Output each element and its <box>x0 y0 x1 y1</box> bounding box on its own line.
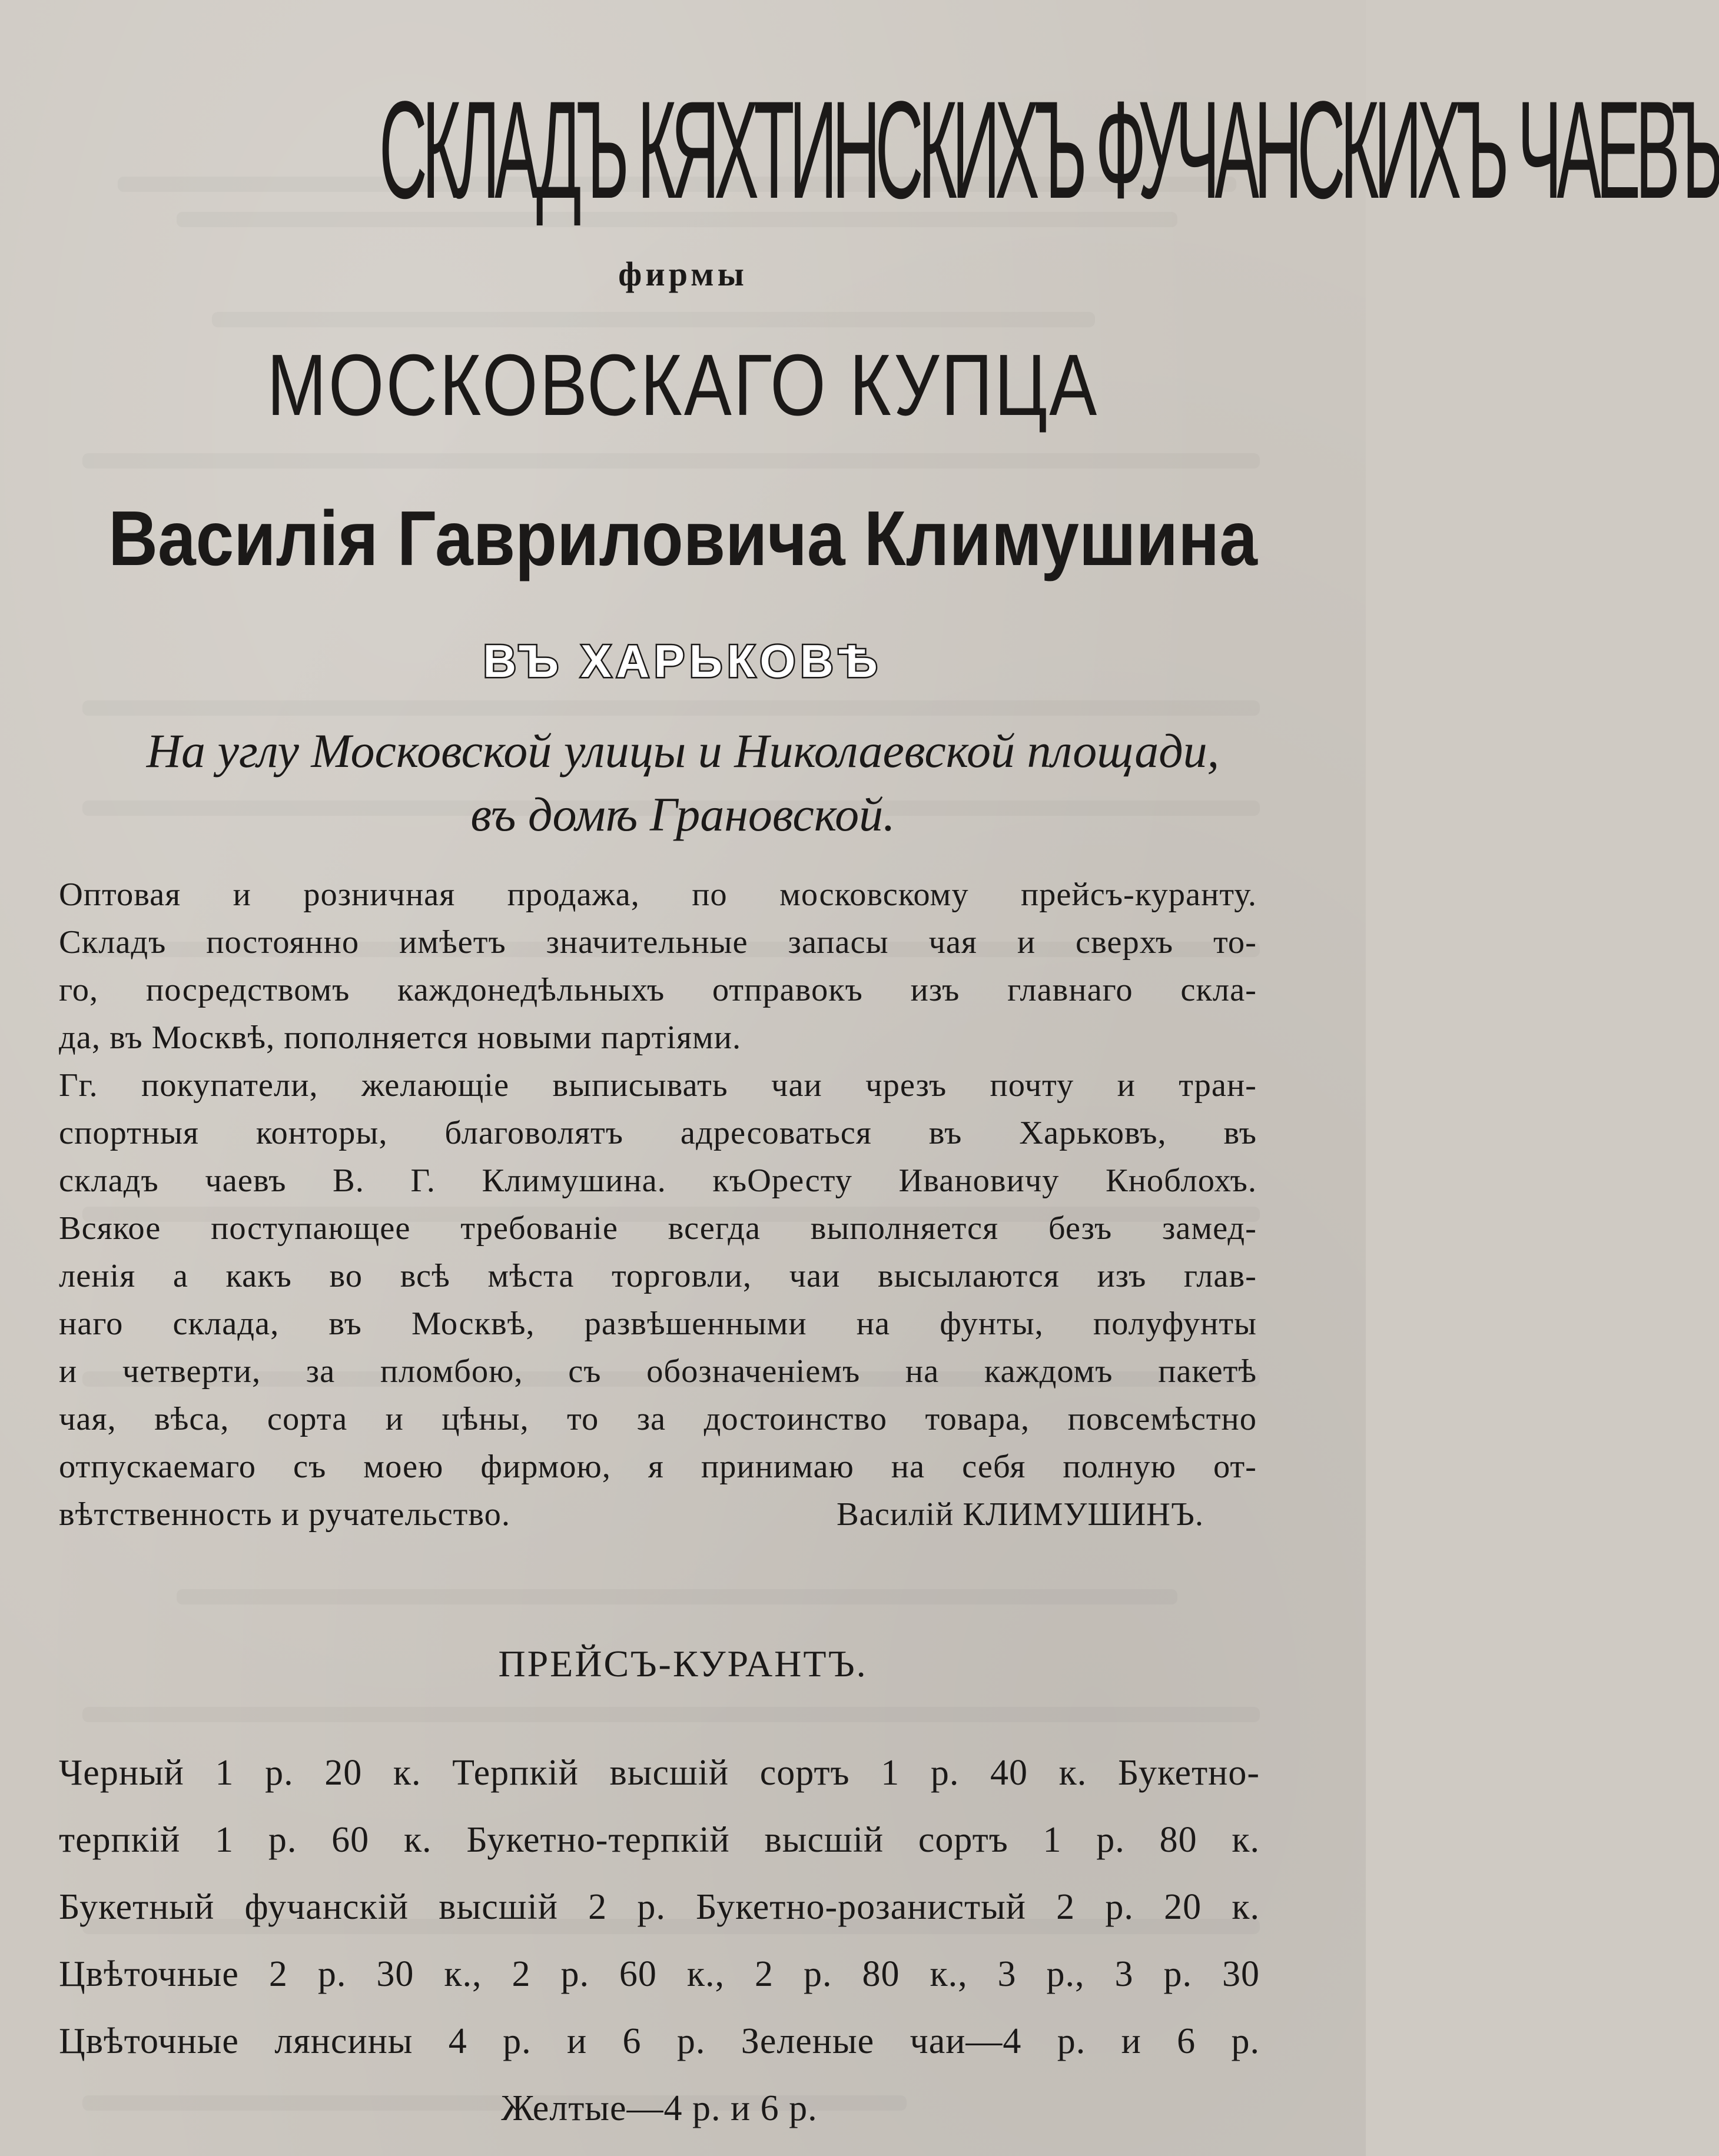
body-line: чая, вѣса, сорта и цѣны, то за достоинство товара, повсемѣстно <box>59 1401 1257 1437</box>
signature: Василій КЛИМУШИНЪ. <box>837 1496 1204 1533</box>
address-line-2: въ домѣ Грановской. <box>470 788 895 841</box>
address-block <box>0 719 1366 846</box>
city-heading: ВЪ ХАРЬКОВѢ <box>483 635 883 687</box>
price-line: Цвѣточные лянсины 4 р. и 6 р. Зеленые чаи—4 р. и 6 р. <box>59 2021 1260 2061</box>
price-line: Желтые—4 р. и 6 р. <box>501 2088 818 2128</box>
body-line: и четверти, за пломбою, съ обозначеніемъ на каждомъ пакетѣ <box>59 1353 1257 1390</box>
body-line: да, въ Москвѣ, пополняется новыми партіями. <box>59 1019 742 1056</box>
price-line: Цвѣточные 2 р. 30 к., 2 р. 60 к., 2 р. 80 к., 3 р., 3 р. 30 <box>59 1954 1260 1994</box>
body-line: Складъ постоянно имѣетъ значительные запасы чая и сверхъ то- <box>59 924 1257 961</box>
price-list-title: ПРЕЙСЪ-КУРАНТЪ. <box>498 1643 868 1685</box>
body-line: ленія а какъ во всѣ мѣста торговли, чаи высылаются изъ глав- <box>59 1258 1257 1294</box>
body-line: складъ чаевъ В. Г. Климушина. къОресту Ивановичу Кноблохъ. <box>59 1162 1257 1199</box>
body-line: наго склада, въ Москвѣ, развѣшенными на фунты, полуфунты <box>59 1305 1257 1342</box>
owner-name: Василія Гавриловича Климушина <box>108 495 1257 582</box>
price-line: Букетный фучанскій высшій 2 р. Букетно-розанистый 2 р. 20 к. <box>59 1887 1260 1927</box>
firm-label: фирмы <box>618 255 748 293</box>
price-list <box>59 1739 1260 2142</box>
merchant-title: МОСКОВСКАГО КУПЦА <box>267 337 1099 434</box>
body-line: отпускаемаго съ моею фирмою, я принимаю на себя полную от- <box>59 1449 1257 1485</box>
body-line: Оптовая и розничная продажа, по московскому прейсъ-куранту. <box>59 876 1257 913</box>
body-line: Гг. покупатели, желающіе выписывать чаи чрезъ почту и тран- <box>59 1067 1257 1104</box>
price-line: терпкій 1 р. 60 к. Букетно-терпкій высшій сортъ 1 р. 80 к. <box>59 1820 1260 1860</box>
body-last-line <box>59 1491 1257 1539</box>
body-line: спортныя конторы, благоволятъ адресоваться въ Харьковъ, въ <box>59 1115 1257 1151</box>
body-line: го, посредствомъ каждонедѣльныхъ отправокъ изъ главнаго скла- <box>59 972 1257 1008</box>
body-line: вѣтственность и ручательство. <box>59 1496 511 1533</box>
body-line: Всякое поступающее требованіе всегда выполняется безъ замед- <box>59 1210 1257 1247</box>
price-line: Черный 1 р. 20 к. Терпкій высшій сортъ 1 р. 40 к. Букетно- <box>59 1753 1260 1793</box>
store-title: СКЛАДЪ КЯХТИНСКИХЪ ФУЧАНСКИХЪ ЧАЕВЪ <box>379 72 1719 228</box>
body-paragraph <box>59 871 1257 1539</box>
address-line-1: На углу Московской улицы и Николаевской площади, <box>146 724 1220 778</box>
